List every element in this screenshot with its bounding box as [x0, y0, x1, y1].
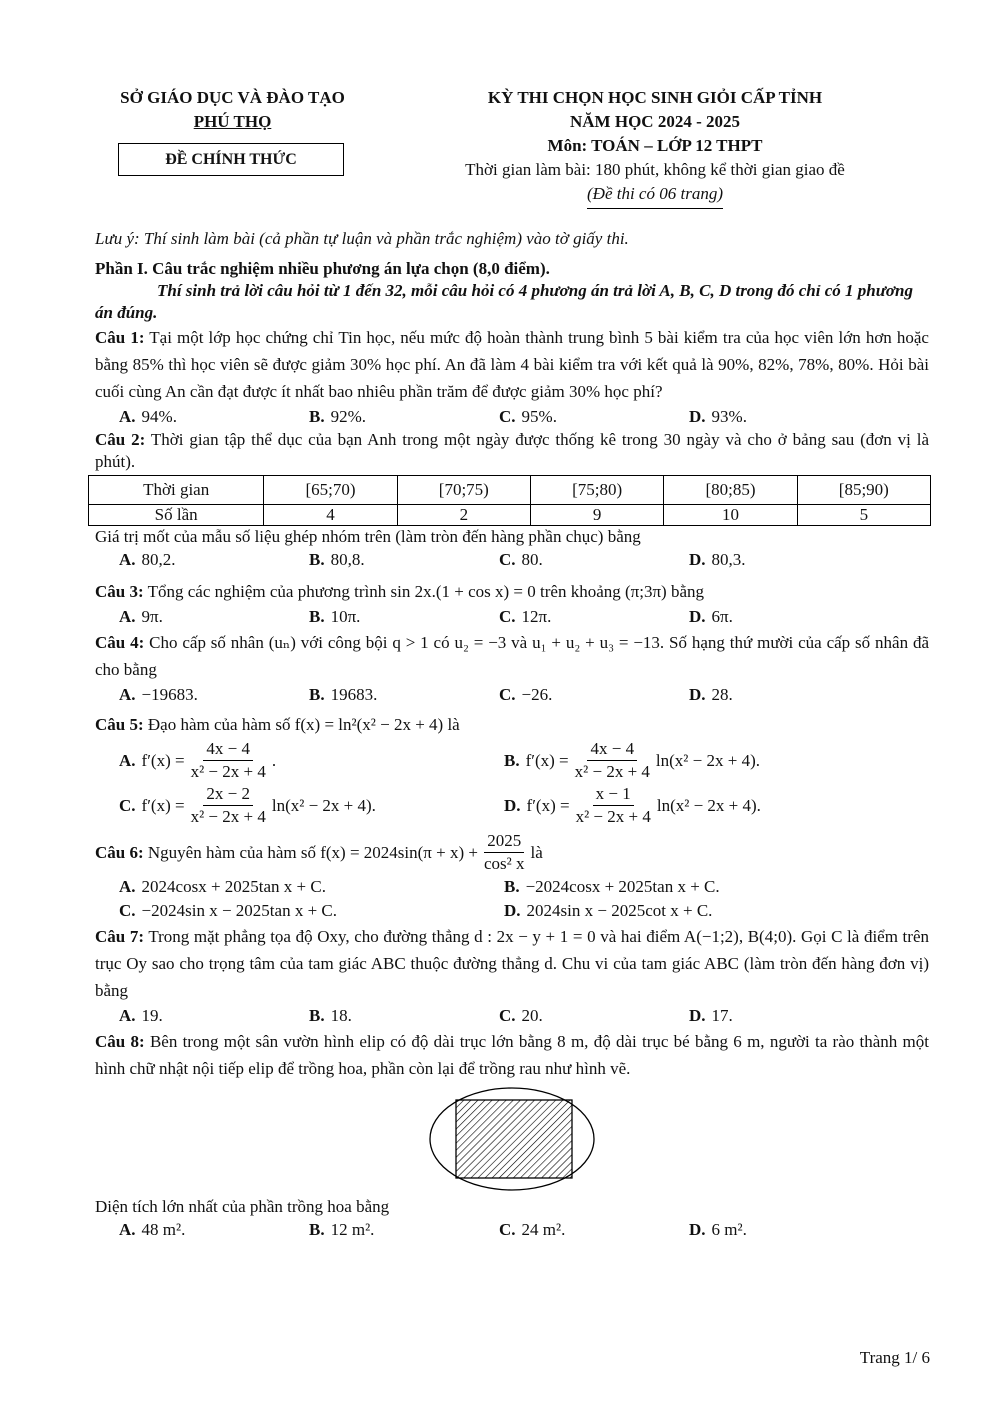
subject: Môn: TOÁN – LỚP 12 THPT [547, 136, 763, 155]
option-d: D. 6π. [689, 607, 733, 626]
question-text: Bên trong một sân vườn hình elip có độ dài trục lớn bằng 8 m, độ dài trục bé bằng 6 m, người ta rào thành một hình chữ nhật nội tiếp elip để trồng hoa, phần còn lại để trồng rau như hình vẽ. [95, 1032, 929, 1078]
option-d: D. 2024sin x − 2025cot x + C. [504, 901, 713, 920]
fraction: $\frac{4x - 4}{\text{x² − 2x + 4}}$ [190, 739, 266, 781]
question-text: Thời gian tập thể dục của bạn Anh trong một ngày được thống kê trong 30 ngày và cho ở bảng sau (đơn vị là phút). [95, 430, 929, 471]
options-q7 [95, 1004, 929, 1028]
header-rule [587, 208, 723, 209]
question-text: Nguyên hàm của hàm số f(x) = 2024sin(π + x) + [147, 842, 478, 862]
table-cell: [70;75) [397, 476, 530, 505]
flower-rectangle [456, 1100, 572, 1178]
option-a: A. 94%. [119, 407, 177, 426]
option-c: C. 20. [499, 1006, 543, 1025]
table-cell: 2 [397, 505, 530, 526]
question-label: Câu 4: [95, 633, 145, 652]
options-q5-row2 [95, 783, 929, 828]
option-a: A. f′(x) = $\frac{4x - 4}{\text{x² − 2x + 4}}$ . [119, 739, 277, 781]
question-text: Tổng các nghiệm của phương trình sin 2x.(1 + cos x) = 0 trên khoảng (π;3π) bằng [147, 582, 705, 601]
question-text: Đạo hàm của hàm số f(x) = ln²(x² − 2x + 4) là [147, 715, 460, 734]
question-text: Tại một lớp học chứng chỉ Tin học, nếu mức độ hoàn thành trung bình 5 bài kiểm tra của học viên lớn hơn hoặc bằng 85% thì học viên sẽ được giảm 30% học phí. An đã làm 4 bài kiểm tra với kết quả là 90%, 82%, 78%, 80%. Hỏi bài cuối cùng An cần đạt được ít nhất bao nhiêu phần trăm để được giảm 30% học phí? [95, 328, 929, 401]
option-b: B. −2024cosx + 2025tan x + C. [504, 877, 720, 896]
question-8 [95, 1028, 929, 1082]
page-number: Trang 1/ 6 [859, 1348, 930, 1367]
option-d: D. 28. [689, 685, 733, 704]
table-cell: 5 [797, 505, 930, 526]
question-8-after: Diện tích lớn nhất của phần trồng hoa bằng [95, 1197, 390, 1216]
table-row [89, 505, 931, 526]
option-a: A. 2024cosx + 2025tan x + C. [119, 877, 326, 896]
department-name: SỞ GIÁO DỤC VÀ ĐÀO TẠO [120, 88, 345, 107]
question-label: Câu 3: [95, 582, 144, 601]
option-b: B. 10π. [309, 607, 361, 626]
option-d: D. 93%. [689, 407, 747, 426]
fraction: $\frac{2025}{\text{cos² x}}$ [483, 831, 525, 873]
fraction: $\frac{4x - 4}{\text{x² − 2x + 4}}$ [574, 739, 650, 781]
options-q6-row2 [95, 899, 929, 923]
table-cell: [85;90) [797, 476, 930, 505]
option-c: C. 95%. [499, 407, 557, 426]
option-c: C. 24 m². [499, 1220, 566, 1239]
table-cell: 9 [530, 505, 663, 526]
option-b: B. 80,8. [309, 550, 365, 569]
exam-title: KỲ THI CHỌN HỌC SINH GIỎI CẤP TỈNH [487, 88, 823, 107]
duration: Thời gian làm bài: 180 phút, không kể thời gian giao đề [465, 160, 845, 179]
option-b: B. 92%. [309, 407, 367, 426]
option-d: D. 80,3. [689, 550, 746, 569]
question-label: Câu 7: [95, 927, 145, 946]
options-q4 [95, 683, 929, 707]
fraction: $\frac{x - 1}{\text{x² − 2x + 4}}$ [575, 784, 651, 826]
school-year: NĂM HỌC 2024 - 2025 [570, 112, 740, 131]
ellipse-garden-figure [428, 1086, 596, 1192]
option-d: D. f′(x) = $\frac{x - 1}{\text{x² − 2x + 4}}$ ln(x² − 2x + 4). [504, 784, 761, 826]
options-q1 [95, 405, 929, 429]
table-cell: [80;85) [664, 476, 797, 505]
question-label: Câu 1: [95, 328, 145, 347]
option-b: B. 12 m². [309, 1220, 375, 1239]
note: Lưu ý: Thí sinh làm bài (cả phần tự luận và phần trắc nghiệm) vào tờ giấy thi. [95, 229, 629, 248]
official-stamp-box: ĐỀ CHÍNH THỨC [118, 143, 344, 176]
question-5 [95, 711, 929, 738]
option-b: B. f′(x) = $\frac{4x - 4}{\text{x² − 2x + 4}}$ ln(x² − 2x + 4). [504, 739, 760, 781]
part1-instruction: Thí sinh trả lời câu hỏi từ 1 đến 32, mỗi câu hỏi có 4 phương án trả lời A, B, C, D trong đó chỉ có 1 phương án đúng. [95, 281, 913, 322]
table-cell: Số lần [89, 505, 264, 526]
option-b: B. 18. [309, 1006, 352, 1025]
question-label: Câu 5: [95, 715, 144, 734]
option-c: C. 12π. [499, 607, 552, 626]
question-text: Cho cấp số nhân (uₙ) với công bội q > 1 có u₂ = −3 và u₁ + u₂ + u₃ = −13. Số hạng thứ mười của cấp số nhân đã cho bằng [95, 633, 929, 679]
question-1 [95, 324, 929, 405]
option-c: C. 80. [499, 550, 543, 569]
option-a: A. 9π. [119, 607, 163, 626]
header-left [95, 86, 370, 134]
option-a: A. −19683. [119, 685, 198, 704]
table-row [89, 476, 931, 505]
option-c: C. −26. [499, 685, 553, 704]
options-q2 [95, 548, 929, 572]
table-cell: [75;80) [530, 476, 663, 505]
question-7 [95, 923, 929, 1004]
question-text: Trong mặt phẳng tọa độ Oxy, cho đường thẳng d : 2x − y + 1 = 0 và hai điểm A(−1;2), B(4;0). Gọi C là điểm trên trục Oy sao cho trọng tâm của tam giác ABC thuộc đường thẳng d. Chu vi của tam giác ABC (làm tròn đến hàng đơn vị) bằng [95, 927, 929, 1000]
options-q5-row1 [95, 738, 929, 783]
options-q3 [95, 605, 929, 629]
option-a: A. 19. [119, 1006, 163, 1025]
province-name: PHÚ THỌ [193, 112, 272, 131]
question-4 [95, 629, 929, 683]
table-cell: Thời gian [89, 476, 264, 505]
question-label: Câu 8: [95, 1032, 145, 1051]
option-d: D. 6 m². [689, 1220, 747, 1239]
option-a: A. 48 m². [119, 1220, 186, 1239]
option-c: C. f′(x) = $\frac{2x - 2}{\text{x² − 2x + 4}}$ ln(x² − 2x + 4). [119, 784, 376, 826]
question-text-tail: là [530, 842, 543, 862]
table-cell: 4 [264, 505, 397, 526]
fraction: $\frac{2x - 2}{\text{x² − 2x + 4}}$ [190, 784, 266, 826]
exam-content [95, 228, 929, 1242]
question-2 [95, 429, 929, 473]
question-label: Câu 6: [95, 842, 144, 862]
options-q6-row1 [95, 875, 929, 899]
table-cell: [65;70) [264, 476, 397, 505]
option-a: A. 80,2. [119, 550, 176, 569]
question-6 [95, 830, 929, 875]
pages-note: (Đề thi có 06 trang) [587, 184, 723, 203]
question-3 [95, 578, 929, 605]
part1-title: Phần I. Câu trắc nghiệm nhiều phương án lựa chọn (8,0 điểm). [95, 259, 550, 278]
option-b: B. 19683. [309, 685, 378, 704]
option-d: D. 17. [689, 1006, 733, 1025]
option-c: C. −2024sin x − 2025tan x + C. [119, 901, 337, 920]
header-right [420, 86, 890, 209]
question-label: Câu 2: [95, 430, 146, 449]
table-cell: 10 [664, 505, 797, 526]
options-q8 [95, 1218, 929, 1242]
frequency-table [88, 475, 931, 526]
question-2-after: Giá trị mốt của mẫu số liệu ghép nhóm trên (làm tròn đến hàng phần chục) bằng [95, 527, 641, 546]
